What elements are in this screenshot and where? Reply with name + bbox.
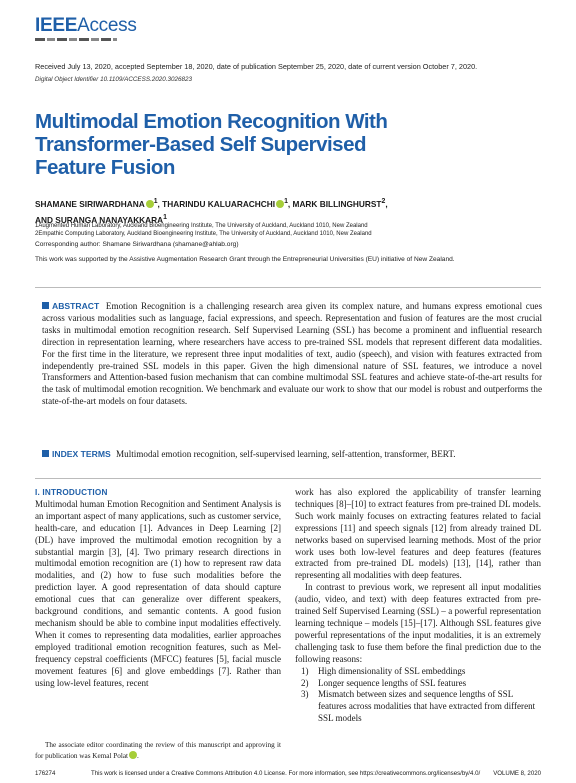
affiliation: 2Empathic Computing Laboratory, Auckland Bioengineering Institute, The University of Auckland, Auckland 1010, New Zealand bbox=[35, 231, 372, 237]
journal-logo bbox=[35, 16, 137, 41]
body-column-left bbox=[35, 487, 281, 689]
affiliation: 1Augmented Human Laboratory, Auckland Bioengineering Institute, The University of Auckland, Auckland 1010, New Zealand bbox=[35, 223, 368, 229]
list-item: 1) High dimensionality of SSL embeddings bbox=[301, 665, 466, 676]
corresponding-author: Corresponding author: Shamane Siriwardhana (shamane@ahlab.org) bbox=[35, 241, 239, 248]
list-item: 3) Mismatch between sizes and sequence lengths of SSL features across modalities that have extracted from different SSL models bbox=[301, 689, 536, 724]
square-bullet-icon bbox=[42, 450, 49, 457]
author-name: , THARINDU KALUARACHCHI bbox=[157, 198, 276, 209]
index-terms bbox=[42, 449, 542, 461]
editor-footnote: The associate editor coordinating the review of this manuscript and approving it for publication was Kemal Polat . bbox=[35, 741, 281, 760]
doi[interactable]: Digital Object Identifier 10.1109/ACCESS.2020.3026823 bbox=[35, 76, 193, 83]
divider bbox=[35, 287, 541, 288]
divider bbox=[35, 478, 541, 479]
list-item: 2) Longer sequence lengths of SSL features bbox=[301, 677, 467, 688]
page-number: 176274 bbox=[35, 770, 56, 777]
author-affil-marker: 1 bbox=[284, 198, 288, 205]
author-affil-marker: 1 bbox=[163, 213, 167, 221]
journal-logo-text: IEEEAccess bbox=[35, 15, 137, 36]
license-notice[interactable]: This work is licensed under a Creative Commons Attribution 4.0 License. For more information, see https://creativecommons.org/licenses/by/4.0/ bbox=[91, 770, 481, 777]
publication-dates: Received July 13, 2020, accepted September 18, 2020, date of publication September 25, 2020, date of current version October 7, 2020. bbox=[35, 62, 478, 71]
title-line: Feature Fusion bbox=[35, 156, 175, 179]
author-name: , MARK BILLINGHURST bbox=[287, 198, 382, 209]
body-column-right bbox=[295, 487, 541, 725]
paragraph: work has also explored the applicability of transfer learning techniques [8]–[10] to extract features from pre-trained DL models. Such work mainly focuses on extracting features related to facial expressions [11] and speech signals [12] from already trained DL networks based on supervised learning methods. Most of the prior work uses both low-level features and deep features (features extracted from pre-trained DL models) [13], [14], rather than representing all modalities with deep features. bbox=[295, 487, 541, 581]
volume-info: VOLUME 8, 2020 bbox=[493, 770, 541, 777]
abstract-text: Emotion Recognition is a challenging research area given its complex nature, and humans express emotional cues across various modalities such as language, facial expressions, and speech. Representation and fusion of features are the most crucial tasks in multimodal emotion recognition research. Self Supervised Learning (SSL) has become a prominent and influential research direction in representation learning, where researchers have access to pre-trained SSL models that represent different data modalities. For the first time in the literature, we represent three input modalities of text, audio (speech), and vision with features extracted from independently pre-trained SSL models in this paper. Given the high dimensional nature of SSL features, we introduce a novel Transformers and Attention-based fusion mechanism that can combine multimodal SSL features and achieve state-of-the-art results for the task of multimodal emotion recognition. We benchmark and evaluate our work to show that our model is robust and outperforms the state-of-the-art models on four datasets. bbox=[42, 301, 542, 407]
section-heading: I. INTRODUCTION bbox=[35, 488, 108, 497]
author-affil-marker: 1 bbox=[153, 198, 158, 205]
title-line: Multimodal Emotion Recognition With bbox=[35, 110, 388, 133]
title-line: Transformer-Based Self Supervised bbox=[35, 133, 366, 156]
paper-title bbox=[35, 110, 455, 179]
funding-note: This work was supported by the Assistive Augmentation Research Grant through the Entrepreneurial Universities (EU) initiative of New Zealand. bbox=[35, 256, 455, 263]
square-bullet-icon bbox=[42, 302, 49, 309]
paragraph: In contrast to previous work, we represent all input modalities (audio, video, and text) with deep features extracted from pre-trained Self Supervised Learning (SSL) – a powerful representation learning technique – models [15]–[17]. Although SSL features give powerful representations of the input modalities, it is an extremely challenging task to fuse them before the final prediction due to the following reasons: bbox=[295, 582, 541, 664]
affiliations bbox=[35, 222, 535, 238]
index-terms-text: Multimodal emotion recognition, self-supervised learning, self-attention, transformer, BERT. bbox=[116, 449, 456, 459]
abstract bbox=[42, 301, 542, 408]
paragraph: Multimodal human Emotion Recognition and Sentiment Analysis is an important aspect of many applications, such as customer service, health-care, and education [1]. Advances in Deep Learning [2] (DL) have improved the multimodal emotion recognition by a substantial margin [3], [4]. Two primary research directions in multimodal emotion recognition are (1) how to represent raw data modalities, and (2) how to fuse such modalities before the prediction layer. A good representation of data should capture emotional cues that can generalize over different speakers, background conditions, and semantic contents. A good fusion mechanism should be able to combine input modalities effectively. When it comes to representing data modalities, earlier approaches employed traditional emotion recognition features, such as Mel-frequency cepstral coefficients (MFCC) features [5], facial muscle movement features [6] and glove embeddings [7]. Rather than using low-level features, recent bbox=[35, 498, 281, 688]
author-affil-marker: 2 bbox=[381, 198, 386, 205]
orcid-icon[interactable] bbox=[276, 200, 284, 208]
footnote-text: The associate editor coordinating the review of this manuscript and approving it for publication was Kemal Polat bbox=[35, 741, 281, 760]
journal-logo-tagline bbox=[35, 38, 117, 41]
index-terms-label: INDEX TERMS bbox=[52, 449, 111, 459]
orcid-icon[interactable] bbox=[129, 751, 137, 759]
author-name: AND SURANGA NANAYAKKARA bbox=[35, 214, 164, 225]
orcid-icon[interactable] bbox=[146, 200, 154, 208]
author-name: SHAMANE SIRIWARDHANA bbox=[35, 198, 145, 209]
reasons-list bbox=[295, 666, 541, 726]
abstract-label: ABSTRACT bbox=[52, 301, 100, 311]
author-list: SHAMANE SIRIWARDHANA $^1$, THARINDU KALUARACHCHI $^1$, MARK BILLINGHURST$^2$, AND SURANGA NANAYAKKARA$^1$ bbox=[35, 198, 388, 225]
